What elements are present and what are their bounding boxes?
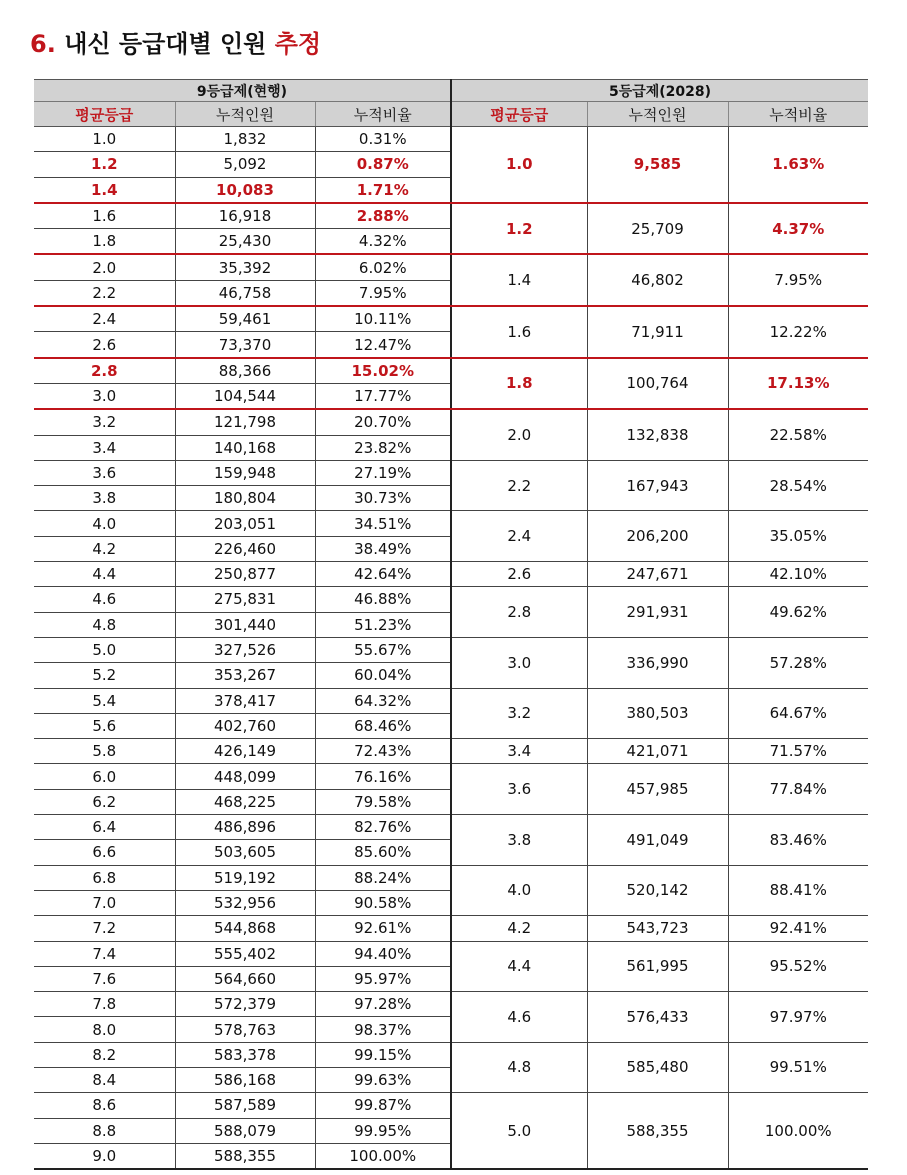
left-grade-cell: 5.6 <box>34 713 175 738</box>
right-count-cell: 9,585 <box>587 127 728 203</box>
right-count-cell: 71,911 <box>587 306 728 358</box>
right-col-grade: 평균등급 <box>451 102 587 127</box>
left-count-cell: 587,589 <box>175 1093 315 1118</box>
left-count-cell: 448,099 <box>175 764 315 789</box>
table-row <box>34 409 868 435</box>
right-count-cell: 421,071 <box>587 739 728 764</box>
left-count-cell: 555,402 <box>175 941 315 966</box>
right-count-cell: 206,200 <box>587 511 728 562</box>
right-ratio-cell: 28.54% <box>728 460 868 511</box>
left-grade-cell: 8.2 <box>34 1042 175 1067</box>
left-ratio-cell: 4.32% <box>315 229 451 255</box>
left-col-grade: 평균등급 <box>34 102 175 127</box>
left-count-cell: 426,149 <box>175 739 315 764</box>
right-grade-cell: 3.6 <box>451 764 587 815</box>
left-ratio-cell: 99.63% <box>315 1067 451 1092</box>
left-count-cell: 578,763 <box>175 1017 315 1042</box>
left-ratio-cell: 30.73% <box>315 486 451 511</box>
left-count-cell: 10,083 <box>175 177 315 203</box>
right-count-cell: 491,049 <box>587 815 728 866</box>
left-ratio-cell: 85.60% <box>315 840 451 865</box>
table-row <box>34 127 868 152</box>
left-grade-cell: 7.4 <box>34 941 175 966</box>
left-ratio-cell: 88.24% <box>315 865 451 890</box>
right-grade-cell: 4.4 <box>451 941 587 992</box>
left-ratio-cell: 46.88% <box>315 587 451 612</box>
left-grade-cell: 4.4 <box>34 562 175 587</box>
left-grade-cell: 8.8 <box>34 1118 175 1143</box>
right-grade-cell: 5.0 <box>451 1093 587 1169</box>
right-grade-cell: 3.4 <box>451 739 587 764</box>
table-row <box>34 562 868 587</box>
right-count-cell: 46,802 <box>587 254 728 306</box>
left-ratio-cell: 2.88% <box>315 203 451 229</box>
right-ratio-cell: 17.13% <box>728 358 868 410</box>
left-count-cell: 226,460 <box>175 536 315 561</box>
left-ratio-cell: 20.70% <box>315 409 451 435</box>
right-ratio-cell: 42.10% <box>728 562 868 587</box>
left-col-ratio: 누적비율 <box>315 102 451 127</box>
right-grade-cell: 2.6 <box>451 562 587 587</box>
left-grade-cell: 5.4 <box>34 688 175 713</box>
right-ratio-cell: 83.46% <box>728 815 868 866</box>
right-count-cell: 588,355 <box>587 1093 728 1169</box>
left-ratio-cell: 10.11% <box>315 306 451 332</box>
left-count-cell: 544,868 <box>175 916 315 941</box>
right-count-cell: 561,995 <box>587 941 728 992</box>
left-grade-cell: 7.2 <box>34 916 175 941</box>
left-ratio-cell: 95.97% <box>315 966 451 991</box>
left-grade-cell: 6.4 <box>34 815 175 840</box>
right-ratio-cell: 12.22% <box>728 306 868 358</box>
left-grade-cell: 1.0 <box>34 127 175 152</box>
right-grade-cell: 4.2 <box>451 916 587 941</box>
right-count-cell: 380,503 <box>587 688 728 739</box>
left-count-cell: 35,392 <box>175 254 315 280</box>
table-row <box>34 1042 868 1067</box>
right-grade-cell: 3.0 <box>451 637 587 688</box>
left-count-cell: 140,168 <box>175 435 315 460</box>
right-ratio-cell: 22.58% <box>728 409 868 460</box>
table-row <box>34 815 868 840</box>
left-count-cell: 121,798 <box>175 409 315 435</box>
right-count-cell: 132,838 <box>587 409 728 460</box>
right-grade-cell: 1.0 <box>451 127 587 203</box>
right-grade-cell: 2.8 <box>451 587 587 638</box>
left-ratio-cell: 12.47% <box>315 332 451 358</box>
right-count-cell: 25,709 <box>587 203 728 255</box>
right-ratio-cell: 97.97% <box>728 992 868 1043</box>
left-grade-cell: 2.8 <box>34 358 175 384</box>
left-grade-cell: 8.4 <box>34 1067 175 1092</box>
left-ratio-cell: 51.23% <box>315 612 451 637</box>
left-count-cell: 203,051 <box>175 511 315 536</box>
left-grade-cell: 4.2 <box>34 536 175 561</box>
left-count-cell: 586,168 <box>175 1067 315 1092</box>
right-ratio-cell: 88.41% <box>728 865 868 916</box>
table-row <box>34 254 868 280</box>
left-ratio-cell: 99.95% <box>315 1118 451 1143</box>
left-ratio-cell: 79.58% <box>315 789 451 814</box>
table-row <box>34 865 868 890</box>
right-count-cell: 291,931 <box>587 587 728 638</box>
left-grade-cell: 9.0 <box>34 1143 175 1169</box>
left-count-cell: 25,430 <box>175 229 315 255</box>
right-grade-cell: 2.4 <box>451 511 587 562</box>
right-grade-cell: 1.8 <box>451 358 587 410</box>
left-ratio-cell: 64.32% <box>315 688 451 713</box>
right-count-cell: 100,764 <box>587 358 728 410</box>
table-row <box>34 306 868 332</box>
left-count-cell: 73,370 <box>175 332 315 358</box>
right-count-cell: 457,985 <box>587 764 728 815</box>
table-row <box>34 511 868 536</box>
right-grade-cell: 1.6 <box>451 306 587 358</box>
left-grade-cell: 1.2 <box>34 152 175 177</box>
left-count-cell: 353,267 <box>175 663 315 688</box>
left-count-cell: 402,760 <box>175 713 315 738</box>
right-col-ratio: 누적비율 <box>728 102 868 127</box>
left-grade-cell: 1.4 <box>34 177 175 203</box>
left-grade-cell: 7.6 <box>34 966 175 991</box>
left-count-cell: 564,660 <box>175 966 315 991</box>
left-grade-cell: 2.2 <box>34 280 175 306</box>
left-grade-cell: 7.8 <box>34 992 175 1017</box>
right-grade-cell: 4.8 <box>451 1042 587 1093</box>
left-grade-cell: 3.2 <box>34 409 175 435</box>
left-grade-cell: 7.0 <box>34 890 175 915</box>
left-ratio-cell: 55.67% <box>315 637 451 662</box>
left-ratio-cell: 42.64% <box>315 562 451 587</box>
left-ratio-cell: 92.61% <box>315 916 451 941</box>
left-grade-cell: 5.8 <box>34 739 175 764</box>
left-grade-cell: 3.8 <box>34 486 175 511</box>
left-count-cell: 250,877 <box>175 562 315 587</box>
table-row <box>34 916 868 941</box>
right-ratio-cell: 1.63% <box>728 127 868 203</box>
title-number: 6. <box>30 30 56 58</box>
left-grade-cell: 2.6 <box>34 332 175 358</box>
left-col-count: 누적인원 <box>175 102 315 127</box>
grade-table <box>34 79 868 1170</box>
left-ratio-cell: 6.02% <box>315 254 451 280</box>
right-ratio-cell: 77.84% <box>728 764 868 815</box>
right-count-cell: 585,480 <box>587 1042 728 1093</box>
left-count-cell: 532,956 <box>175 890 315 915</box>
right-ratio-cell: 35.05% <box>728 511 868 562</box>
left-count-cell: 301,440 <box>175 612 315 637</box>
left-ratio-cell: 15.02% <box>315 358 451 384</box>
table-row <box>34 739 868 764</box>
right-ratio-cell: 4.37% <box>728 203 868 255</box>
right-count-cell: 520,142 <box>587 865 728 916</box>
left-count-cell: 486,896 <box>175 815 315 840</box>
right-count-cell: 543,723 <box>587 916 728 941</box>
left-ratio-cell: 7.95% <box>315 280 451 306</box>
left-grade-cell: 5.0 <box>34 637 175 662</box>
left-grade-cell: 2.4 <box>34 306 175 332</box>
table-row <box>34 941 868 966</box>
left-grade-cell: 4.0 <box>34 511 175 536</box>
right-count-cell: 576,433 <box>587 992 728 1043</box>
left-ratio-cell: 1.71% <box>315 177 451 203</box>
page-title <box>30 24 321 59</box>
table-row <box>34 637 868 662</box>
table-row <box>34 358 868 384</box>
right-grade-cell: 1.2 <box>451 203 587 255</box>
left-grade-cell: 6.8 <box>34 865 175 890</box>
right-grade-cell: 2.0 <box>451 409 587 460</box>
table-row <box>34 688 868 713</box>
right-grade-cell: 1.4 <box>451 254 587 306</box>
left-count-cell: 327,526 <box>175 637 315 662</box>
left-count-cell: 468,225 <box>175 789 315 814</box>
left-ratio-cell: 23.82% <box>315 435 451 460</box>
table-row <box>34 460 868 485</box>
left-grade-cell: 8.0 <box>34 1017 175 1042</box>
left-count-cell: 503,605 <box>175 840 315 865</box>
left-ratio-cell: 68.46% <box>315 713 451 738</box>
left-ratio-cell: 72.43% <box>315 739 451 764</box>
right-grade-cell: 4.6 <box>451 992 587 1043</box>
left-count-cell: 519,192 <box>175 865 315 890</box>
left-count-cell: 588,355 <box>175 1143 315 1169</box>
left-grade-cell: 1.8 <box>34 229 175 255</box>
table-row <box>34 764 868 789</box>
left-grade-cell: 4.8 <box>34 612 175 637</box>
left-ratio-cell: 34.51% <box>315 511 451 536</box>
left-ratio-cell: 60.04% <box>315 663 451 688</box>
right-ratio-cell: 57.28% <box>728 637 868 688</box>
left-ratio-cell: 98.37% <box>315 1017 451 1042</box>
right-ratio-cell: 7.95% <box>728 254 868 306</box>
left-count-cell: 159,948 <box>175 460 315 485</box>
left-grade-cell: 6.6 <box>34 840 175 865</box>
left-count-cell: 59,461 <box>175 306 315 332</box>
left-ratio-cell: 0.87% <box>315 152 451 177</box>
left-count-cell: 88,366 <box>175 358 315 384</box>
left-ratio-cell: 99.87% <box>315 1093 451 1118</box>
left-count-cell: 572,379 <box>175 992 315 1017</box>
right-ratio-cell: 71.57% <box>728 739 868 764</box>
right-col-count: 누적인원 <box>587 102 728 127</box>
left-count-cell: 378,417 <box>175 688 315 713</box>
left-grade-cell: 1.6 <box>34 203 175 229</box>
left-count-cell: 588,079 <box>175 1118 315 1143</box>
right-count-cell: 336,990 <box>587 637 728 688</box>
table-row <box>34 587 868 612</box>
left-ratio-cell: 94.40% <box>315 941 451 966</box>
right-grade-cell: 4.0 <box>451 865 587 916</box>
right-ratio-cell: 100.00% <box>728 1093 868 1169</box>
left-count-cell: 46,758 <box>175 280 315 306</box>
right-grade-cell: 2.2 <box>451 460 587 511</box>
right-ratio-cell: 99.51% <box>728 1042 868 1093</box>
table-row <box>34 1093 868 1118</box>
left-count-cell: 16,918 <box>175 203 315 229</box>
left-ratio-cell: 76.16% <box>315 764 451 789</box>
left-ratio-cell: 99.15% <box>315 1042 451 1067</box>
right-system-header: 5등급제(2028) <box>451 80 868 102</box>
left-grade-cell: 2.0 <box>34 254 175 280</box>
title-accent: 추정 <box>274 30 322 58</box>
left-grade-cell: 5.2 <box>34 663 175 688</box>
left-grade-cell: 6.0 <box>34 764 175 789</box>
right-ratio-cell: 49.62% <box>728 587 868 638</box>
title-text: 내신 등급대별 인원 <box>64 30 267 58</box>
left-ratio-cell: 100.00% <box>315 1143 451 1169</box>
left-ratio-cell: 17.77% <box>315 383 451 409</box>
left-grade-cell: 3.0 <box>34 383 175 409</box>
right-count-cell: 167,943 <box>587 460 728 511</box>
left-count-cell: 583,378 <box>175 1042 315 1067</box>
left-ratio-cell: 82.76% <box>315 815 451 840</box>
right-ratio-cell: 64.67% <box>728 688 868 739</box>
left-ratio-cell: 38.49% <box>315 536 451 561</box>
left-system-header: 9등급제(현행) <box>34 80 451 102</box>
left-ratio-cell: 90.58% <box>315 890 451 915</box>
table-row <box>34 992 868 1017</box>
right-grade-cell: 3.8 <box>451 815 587 866</box>
left-count-cell: 5,092 <box>175 152 315 177</box>
left-ratio-cell: 27.19% <box>315 460 451 485</box>
left-count-cell: 1,832 <box>175 127 315 152</box>
left-count-cell: 275,831 <box>175 587 315 612</box>
left-ratio-cell: 0.31% <box>315 127 451 152</box>
left-grade-cell: 4.6 <box>34 587 175 612</box>
left-grade-cell: 3.6 <box>34 460 175 485</box>
left-grade-cell: 3.4 <box>34 435 175 460</box>
left-grade-cell: 6.2 <box>34 789 175 814</box>
left-count-cell: 180,804 <box>175 486 315 511</box>
table-row <box>34 203 868 229</box>
left-ratio-cell: 97.28% <box>315 992 451 1017</box>
right-grade-cell: 3.2 <box>451 688 587 739</box>
left-count-cell: 104,544 <box>175 383 315 409</box>
right-count-cell: 247,671 <box>587 562 728 587</box>
right-ratio-cell: 92.41% <box>728 916 868 941</box>
right-ratio-cell: 95.52% <box>728 941 868 992</box>
left-grade-cell: 8.6 <box>34 1093 175 1118</box>
